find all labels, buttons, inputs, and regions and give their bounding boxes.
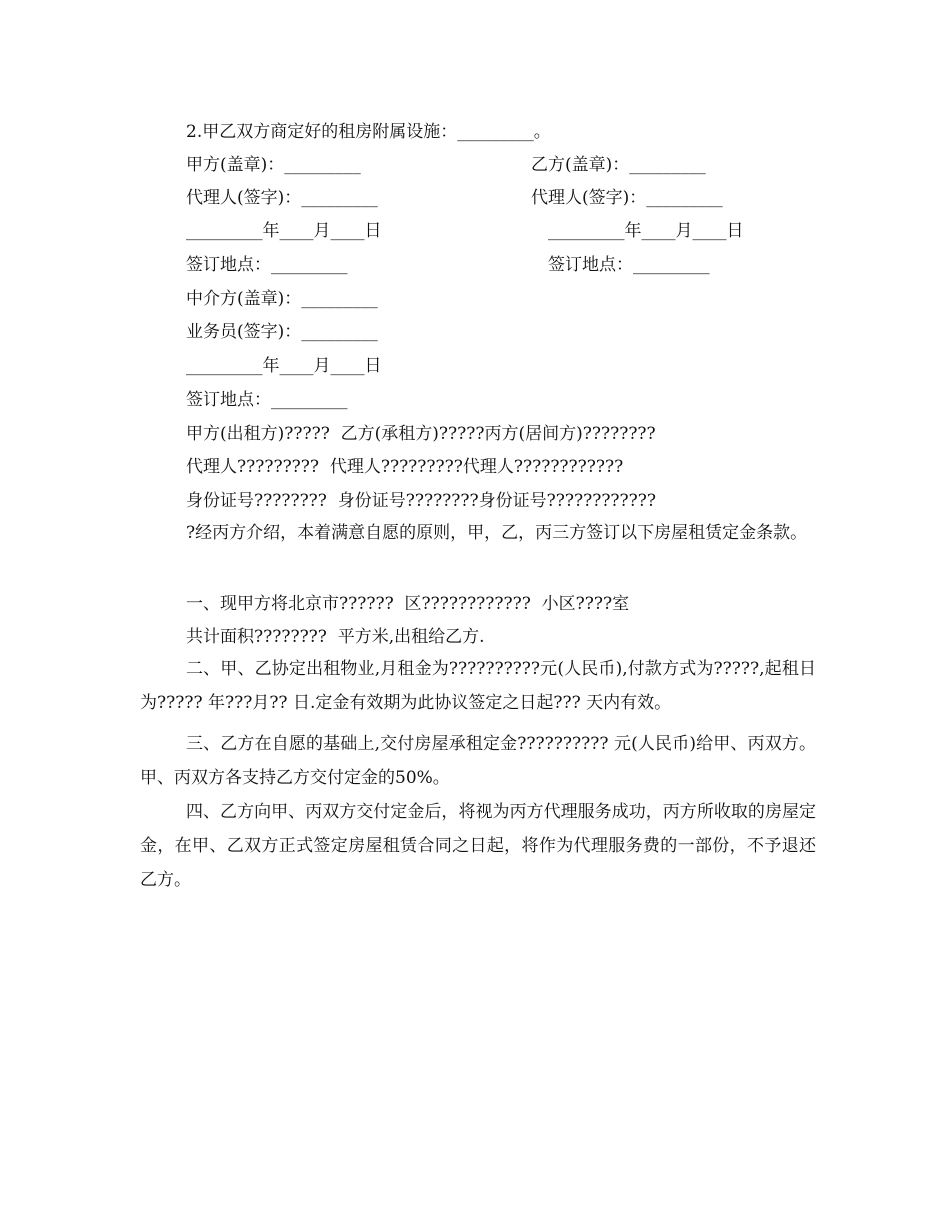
- agent-a-sign-line: 代理人(签字)：_________: [186, 188, 378, 208]
- place-b-line: 签订地点：_________: [548, 255, 710, 275]
- facilities-line: 2.甲乙双方商定好的租房附属设施：_________。: [186, 122, 551, 142]
- place-a-line: 签订地点：_________: [186, 255, 348, 275]
- clause-2-paragraph: 二、甲、乙协定出租物业,月租金为??????????元(人民币),付款方式为?????,起租日为????? 年???月?? 日.定金有效期为此协议签定之日起??? 天内有效。: [140, 659, 816, 713]
- place-c-line: 签订地点：_________: [186, 390, 348, 410]
- agent-b-sign-line: 代理人(签字)：_________: [531, 188, 723, 208]
- parties-id-line: 身份证号???????? 身份证号????????身份证号????????????: [186, 491, 657, 511]
- parties-roles-line: 甲方(出租方)????? 乙方(承租方)?????丙方(居间方)????????: [186, 424, 656, 444]
- clause-1-line-2: 共计面积???????? 平方米,出租给乙方.: [186, 627, 485, 647]
- clause-1-line-1: 一、现甲方将北京市?????? 区???????????? 小区????室: [186, 594, 630, 614]
- intermediary-seal-line: 中介方(盖章)：_________: [186, 289, 378, 309]
- intro-paragraph: ?经丙方介绍，本着满意自愿的原则，甲，乙，丙三方签订以下房屋租赁定金条款。: [186, 523, 808, 543]
- party-b-seal-line: 乙方(盖章)：_________: [531, 155, 706, 175]
- party-a-seal-line: 甲方(盖章)：_________: [186, 155, 361, 175]
- clause-4-paragraph: 四、乙方向甲、丙双方交付定金后，将视为丙方代理服务成功，丙方所收取的房屋定金，在甲、乙双方正式签定房屋租赁合同之日起，将作为代理服务费的一部份，不予退还乙方。: [140, 802, 816, 890]
- clause-3-paragraph: 三、乙方在自愿的基础上,交付房屋承租定金?????????? 元(人民币)给甲、丙双方。甲、丙双方各支持乙方交付定金的50%。: [140, 734, 816, 788]
- date-a-line: _________年____月____日: [186, 221, 382, 241]
- date-b-line: _________年____月____日: [548, 221, 744, 241]
- date-c-line: _________年____月____日: [186, 356, 382, 376]
- salesperson-sign-line: 业务员(签字)：_________: [186, 322, 378, 342]
- parties-agents-line: 代理人????????? 代理人?????????代理人????????????: [186, 457, 624, 477]
